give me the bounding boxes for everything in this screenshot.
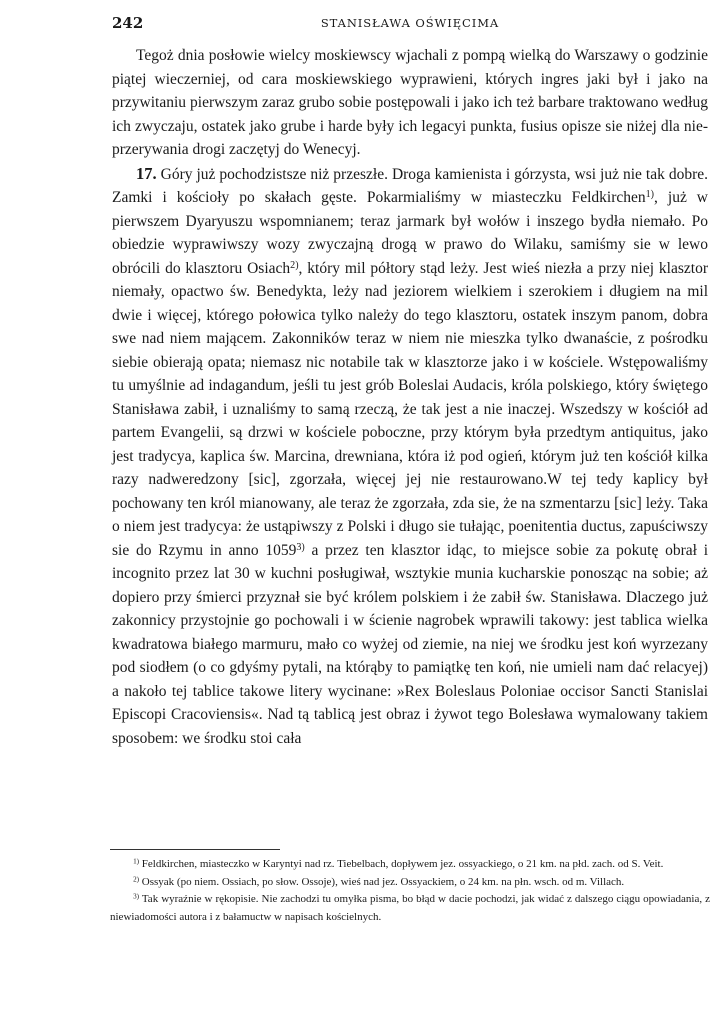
main-text: [112, 44, 708, 750]
footnote-ref-3: 3): [296, 541, 305, 553]
section-number: 17.: [136, 163, 157, 183]
paragraph-2-text-b: , już w pierwszem Dyaryuszu wspomnianem; teraz jarmark był wołów i inszego bydła niemało. Po obiedzie wyprawiwszy wozy zwyczajną drogą w prawo do Wilaku, samiśmy sie w lewo obrócili do klasztoru Osiach: [112, 189, 708, 277]
footnote-1: [110, 856, 710, 874]
footnote-ref-1: 1): [645, 188, 655, 200]
paragraph-2: [112, 162, 708, 751]
footnote-text: Feldkirchen, miasteczko w Karyntyi nad rz. Tiebelbach, dopływem jez. ossyackiego, o 21 km. na płd. zach. od S. Veit.: [141, 858, 664, 870]
footnote-3: [110, 891, 710, 926]
footnote-ref-2: 2): [290, 259, 299, 271]
footnote-2: [110, 874, 710, 892]
paragraph-2-text-d: a przez ten klasztor idąc, to miejsce sobie za pokutę obrał i incognito przez lat 30 w kuchni posługiwał, wsztykie munia kucharskie ponosząc na sobie; aż dopiero przy śmierci przyznał sie być królem polskiem i że zabił św. Stanisława. Dlaczego już zakonnicy przystojnie go pochowali i w ścienie nagrobek wprawili takowy: jest tablica wielka kwadratowa białego marmuru, mało co wyżej od ziemie, na niej we środku jest koń wyrzezany pod siodłem (o co gdyśmy pytali, na którąby to pamiątkę ten koń, nie umieli nam dać relacyej) a nakoło tej tablice takowe litery wycinane: »Rex Boleslaus Poloniae occisor Sancti Stanislai Episcopi Cracoviensis«. Nad tą tablicą jest obraz i żywot tego Bolesława wymalowany takiem sposobem: we środku stoi cała: [112, 541, 708, 747]
running-title: STANISŁAWA OŚWIĘCIMA: [320, 16, 500, 30]
page-number: 242: [112, 14, 144, 32]
page-header: [112, 12, 708, 36]
footnotes: [110, 856, 710, 926]
footnote-marker: 1): [133, 857, 140, 866]
paragraph-1: Tegoż dnia posłowie wielcy moskiewscy wjachali z pompą wielką do Warszawy o godzinie piątej wieczerniej, od cara moskiewskiego wyprawieni, których ingres jaki był i jako na przywitaniu pierwszym zaraz grubo sobie postępowali i jako ich też barbare traktowano według ich zwyczaju, ostatek jako grube i harde były ich legacyi punkta, fusius opisze sie niżej dla nie-przerywania drogi zaczętyj do Wenecyj.: [112, 47, 708, 158]
footnote-divider: [110, 849, 280, 850]
footnote-marker: 2): [133, 874, 140, 883]
paragraph-2-text-c: , który mil półtory stąd leży. Jest wieś niezła a przy niej klasztor niemały, opactwo św. Benedykta, leży nad jeziorem wielkiem i szerokiem i długiem na mil dwie i więcej, którego połowica tylko należy do tego klasztoru, ostatek inszym panom, dobra swe nad niem mającem. Zakonników teraz w niem nie mieszka tylko dwanaście, z pośrodku siebie obierają opata; niemasz nic notabile tak w klasztorze jako i w kościele. Wstępowaliśmy tu umyślnie ad indagandum, jeśli tu jest grób Boleslai Audacis, króla polskiego, który świętego Stanisława zabił, i uznaliśmy to samą rzeczą, że tak jest a nie inaczej. Wszedszy w kościół ad partem Evangelii, są drzwi w kościele poboczne, przy którym była przedtym antiquitus, jako jest tradycya, kaplica św. Marcina, drewniana, która iż pod ogień, którym już ten kościół kilka razy nadweredzony [sic], zgorzała, więcej jej nie restaurowano.W tej tedy kaplicy był pochowany ten król mianowany, ale teraz że zgorzała, zda sie, że na szmentarzu [sic] leży. Taka o niem jest tradycya: że ustąpiwszy z Polski i długo sie tułając, poenitentia ductus, zapuściwszy sie do Rzymu in anno 1059: [112, 259, 708, 559]
paragraph-2-text-a: Góry już pochodzistsze niż przeszłe. Droga kamienista i górzysta, wsi już nie tak dobre. Zamki i kościoły po skałach gęste. Pokarmialiśmy w miasteczku Feldkirchen: [112, 165, 708, 206]
footnote-marker: 3): [133, 892, 140, 901]
footnote-text: Ossyak (po niem. Ossiach, po słow. Ossoje), wieś nad jez. Ossyackiem, o 24 km. na płn. wsch. od m. Villach.: [141, 875, 625, 888]
footnote-text: Tak wyraźnie w rękopisie. Nie zachodzi tu omyłka pisma, bo błąd w dacie pochodzi, jak widać z dalszego ciągu opowiadania, z niewiadomości autora i z bałamuctw w napisach kościelnych.: [110, 893, 710, 923]
